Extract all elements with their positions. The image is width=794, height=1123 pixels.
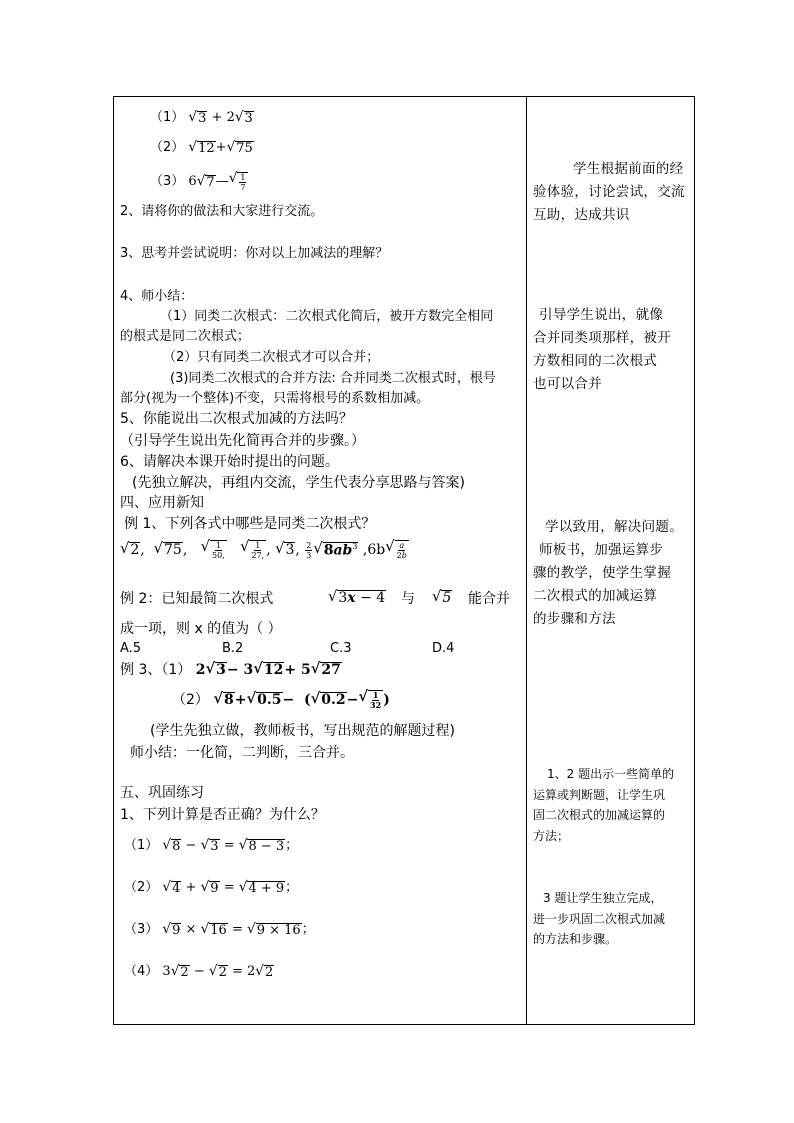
- section-4-heading: 四、应用新知: [120, 495, 204, 511]
- summary-point-3b: 部分(视为一个整体)不变，只需将根号的系数相加减。: [120, 391, 430, 406]
- example-2-text-c: 成一项，则 x 的值为（ ）: [120, 621, 282, 637]
- right-note-4: 1、2 题出示一些简单的 运算或判断题，让学生巩 固二次根式的加减运算的 方法；: [533, 767, 675, 843]
- teacher-summary: 师小结：一化简，二判断，三合并。: [130, 745, 354, 761]
- option-c: C.3: [330, 641, 352, 656]
- question-4: 4、师小结：: [120, 289, 194, 304]
- right-note-1: 学生根据前面的经 验体验，讨论尝试，交流 互助，达成共识: [533, 161, 685, 223]
- summary-point-2: （2）只有同类二次根式才可以合并；: [163, 350, 380, 365]
- example-2-text-a: 例 2：已知最简二次根式: [120, 591, 274, 607]
- exercise-1: （1） √ 3 + 2 √ 3: [150, 109, 253, 126]
- example-1-title: 例 1、下列各式中哪些是同类二次根式？: [124, 516, 376, 532]
- exercise-2: （2） √ 12 + √ 75: [150, 139, 253, 156]
- example-2-radical-2: √ 5: [432, 588, 452, 606]
- question-2: 2、请将你的做法和大家进行交流。: [120, 204, 324, 219]
- example-3-note: (学生先独立做，教师板书，写出规范的解题过程): [150, 723, 455, 739]
- example-3-part-1: 例 3、（1） 2 √ 3 − 3 √ 12 + 5 √ 27: [120, 660, 341, 679]
- practice-1-item-4: （4） 3 √ 2 − √ 2 = 2 √ 2: [124, 962, 274, 980]
- question-5-note: （引导学生说出先化简再合并的步骤。）: [120, 433, 365, 449]
- practice-1-item-2: （2） √ 4 + √ 9 = √ 4 + 9 ；: [124, 879, 299, 896]
- option-b: B.2: [222, 641, 244, 656]
- exercise-3: （3） 6 √ 7 — √ $\frac{1}{7}$: [150, 172, 248, 192]
- option-d: D.4: [432, 641, 455, 656]
- option-a: A.5: [120, 641, 142, 656]
- example-2-radical-1: √ 3x − 4: [328, 588, 386, 606]
- summary-point-1b: 的根式是同二次根式；: [120, 329, 251, 344]
- example-2-and: 与: [401, 591, 415, 607]
- summary-point-1a: （1）同类二次根式：二次根式化简后，被开方数完全相同: [160, 309, 494, 324]
- question-6-note: (先独立解决，再组内交流，学生代表分享思路与答案): [132, 475, 465, 491]
- example-2-text-b: 能合并: [468, 591, 510, 607]
- summary-point-3a: (3)同类二次根式的合并方法: 合并同类二次根式时，根号: [170, 371, 496, 386]
- example-3-part-2: （2） √ 8 + √ 0.5 − ( √ 0.2 − √ $\frac{1}{32}$ ): [172, 688, 390, 710]
- practice-1-item-3: （3） √ 9 × √ 16 = √ 9 × 16 ；: [124, 921, 315, 938]
- section-5-heading: 五、巩固练习: [120, 785, 204, 801]
- right-note-5: 3 题让学生独立完成， 进一步巩固二次根式加减 的方法和步骤。: [533, 891, 666, 946]
- column-divider: [526, 96, 527, 1025]
- practice-1-title: 1、下列计算是否正确？为什么？: [120, 807, 325, 823]
- example-1-expressions: √ 2 , √ 75 , √ $\frac{1}{50,}$ √ $\frac{1}{27,}$ , √ 3 , $\frac{2}{3}$ √ $8ab^3$ ,6b √ $\frac{a}{2b}$: [120, 538, 407, 560]
- practice-1-item-1: （1） √ 8 − √ 3 = √ 8 − 3 ；: [124, 837, 299, 854]
- question-6: 6、请解决本课开始时提出的问题。: [120, 454, 339, 470]
- right-note-3: 学以致用，解决问题。 师板书，加强运算步 骤的教学，使学生掌握 二次根式的加减运算 的步骤和方法: [533, 519, 683, 627]
- question-3: 3、思考并尝试说明：你对以上加减法的理解？: [120, 246, 389, 261]
- question-5: 5、你能说出二次根式加减的方法吗？: [120, 411, 353, 427]
- right-note-2: 引导学生说出，就像 合并同类项那样，被开 方数相同的二次根式 也可以合并: [533, 307, 671, 392]
